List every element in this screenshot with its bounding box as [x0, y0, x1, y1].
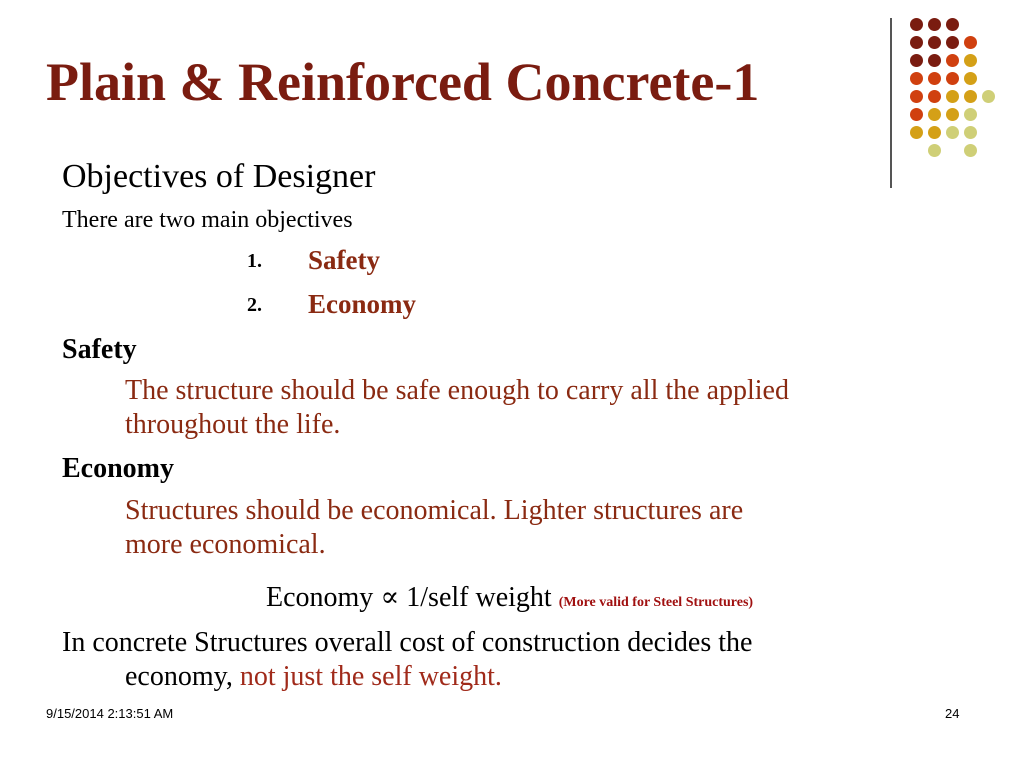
decor-dot — [982, 90, 995, 103]
decor-dot — [928, 36, 941, 49]
safety-description-line: The structure should be safe enough to carry all the applied — [125, 375, 789, 406]
decor-dot — [910, 54, 923, 67]
decor-dot — [910, 18, 923, 31]
concrete-cost-highlight: not just the self weight. — [239, 661, 502, 692]
decor-dot — [964, 144, 977, 157]
decor-dot — [964, 90, 977, 103]
decor-dot — [964, 108, 977, 121]
decor-dot — [910, 108, 923, 121]
decor-dot — [910, 36, 923, 49]
decor-dot — [928, 144, 941, 157]
decor-dot — [946, 18, 959, 31]
economy-formula — [266, 580, 753, 614]
decor-dot — [946, 36, 959, 49]
decor-dot — [964, 36, 977, 49]
decor-dot — [910, 72, 923, 85]
concrete-cost-line: In concrete Structures overall cost of construction decides the — [62, 627, 753, 658]
decor-dot — [928, 108, 941, 121]
decor-dot — [928, 126, 941, 139]
decor-dot — [946, 126, 959, 139]
decor-dot — [910, 126, 923, 139]
economy-description-line: more economical. — [125, 529, 326, 560]
safety-description-line: throughout the life. — [125, 409, 341, 440]
concrete-cost-line — [125, 660, 502, 694]
decor-dot — [928, 54, 941, 67]
decor-dot — [964, 54, 977, 67]
decor-dot — [910, 90, 923, 103]
footer-datetime: 9/15/2014 2:13:51 AM — [46, 706, 174, 721]
objective-number: 2. — [247, 294, 262, 316]
decor-dot — [964, 72, 977, 85]
divider-line — [890, 18, 892, 188]
section-subheading: Objectives of Designer — [62, 158, 376, 195]
concrete-cost-plain: economy, — [125, 661, 233, 692]
decor-dot — [964, 126, 977, 139]
decor-dot — [946, 72, 959, 85]
proportional-symbol: ∝ — [380, 582, 400, 613]
economy-heading: Economy — [62, 453, 174, 484]
intro-text: There are two main objectives — [62, 207, 353, 233]
formula-note: (More valid for Steel Structures) — [558, 595, 754, 610]
formula-rhs: 1/self weight — [406, 582, 552, 613]
economy-description-line: Structures should be economical. Lighter structures are — [125, 495, 744, 526]
slide-title: Plain & Reinforced Concrete-1 — [46, 52, 760, 112]
decor-dot — [928, 90, 941, 103]
formula-lhs: Economy — [266, 582, 374, 613]
decor-dot — [928, 18, 941, 31]
page-number: 24 — [945, 706, 960, 721]
decorative-dot-grid — [900, 10, 1010, 170]
decor-dot — [946, 90, 959, 103]
safety-heading: Safety — [62, 334, 137, 365]
objective-economy: Economy — [308, 289, 416, 319]
decor-dot — [946, 54, 959, 67]
decor-dot — [946, 108, 959, 121]
objective-number: 1. — [247, 250, 262, 272]
decor-dot — [928, 72, 941, 85]
objective-safety: Safety — [308, 245, 380, 275]
